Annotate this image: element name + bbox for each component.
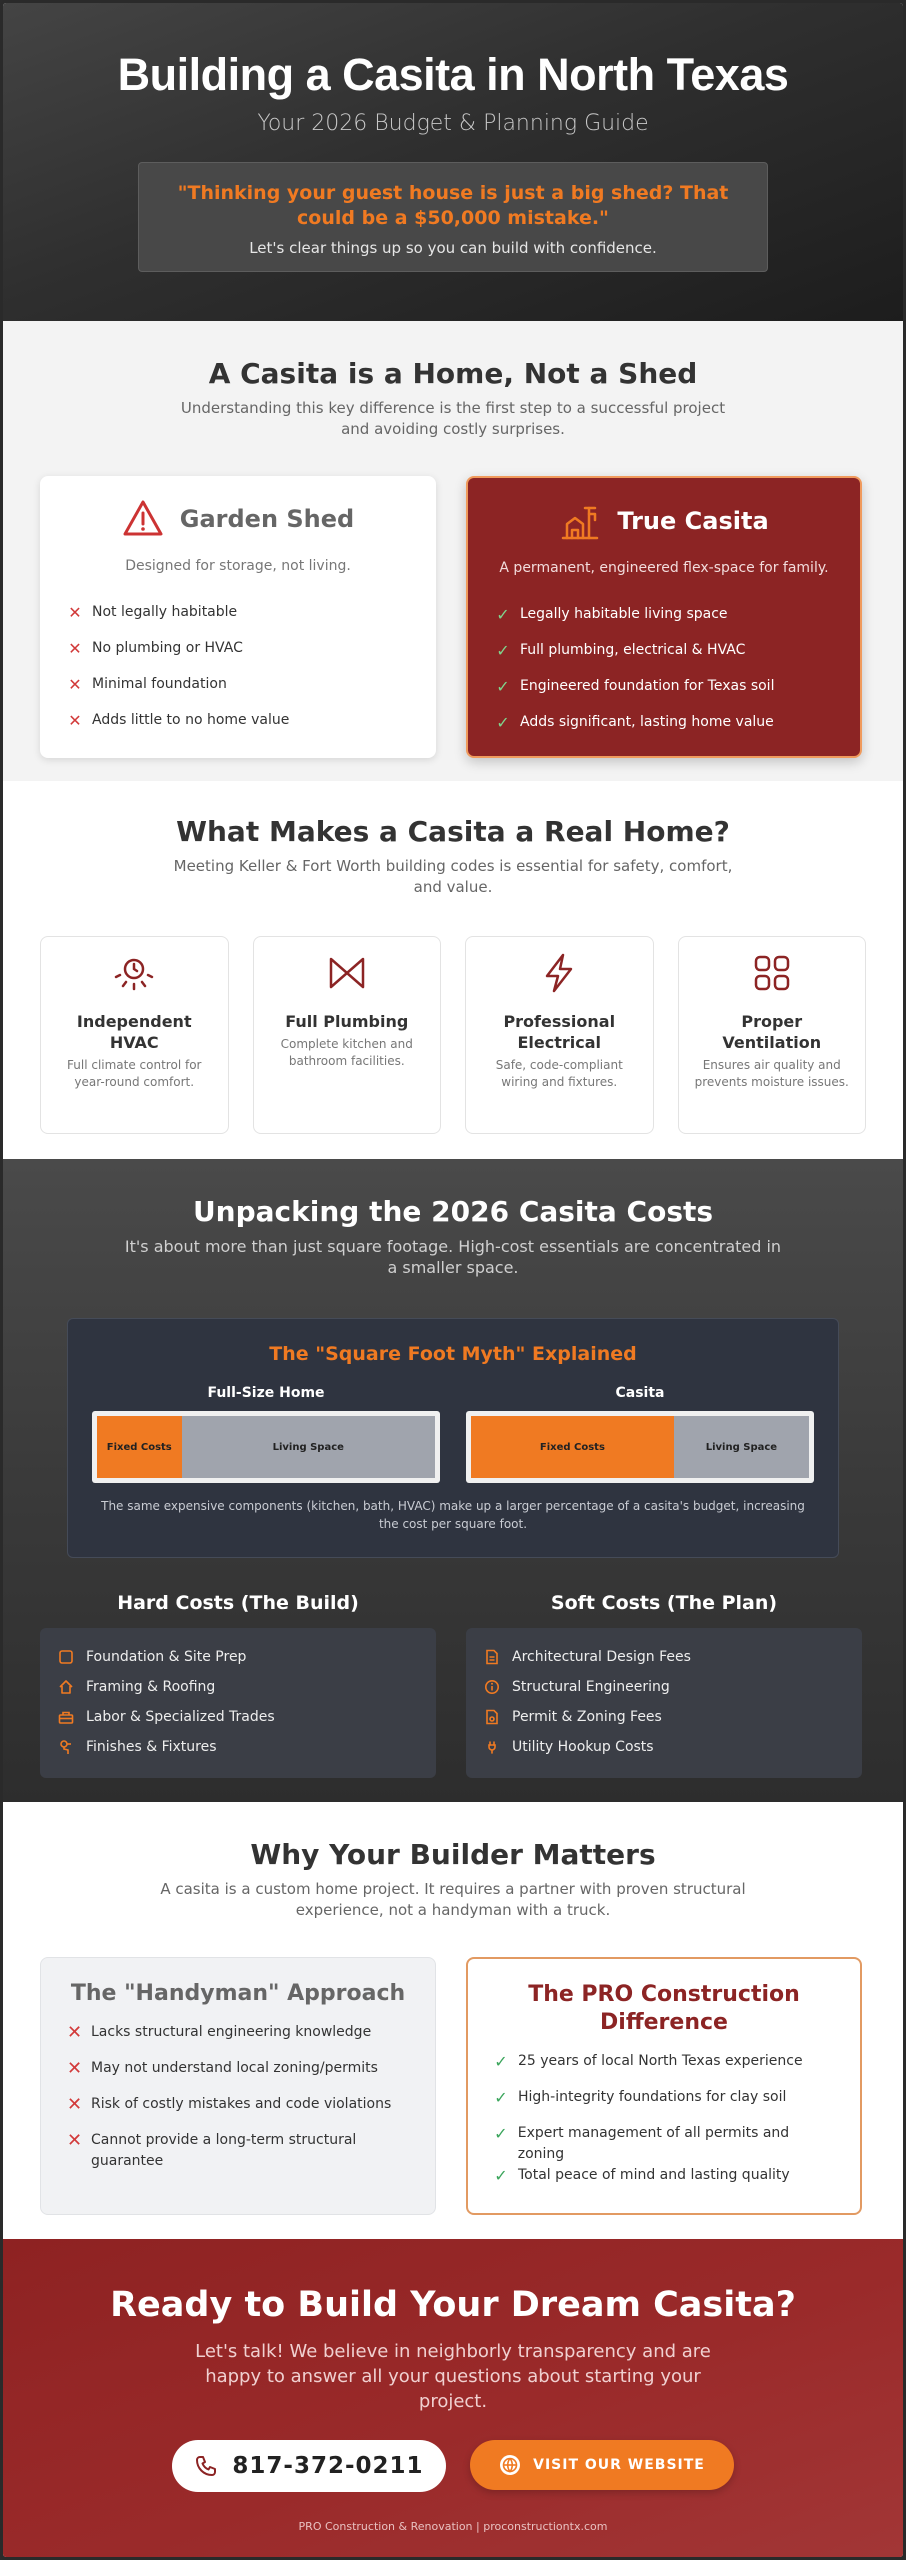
list-item-text: Not legally habitable (92, 604, 238, 620)
x-icon: ✕ (67, 2130, 83, 2151)
card-desc: Designed for storage, not living. (125, 558, 351, 574)
feature-title: Proper Ventilation (722, 1012, 822, 1052)
list-item (67, 2022, 409, 2058)
page-subtitle: Your 2026 Budget & Planning Guide (257, 111, 649, 136)
phone-icon (194, 2454, 218, 2478)
list-item (496, 632, 832, 668)
hero-header (3, 3, 903, 321)
list-item-text: May not understand local zoning/permits (91, 2060, 378, 2076)
list-item (67, 2058, 409, 2094)
section-title: A Casita is a Home, Not a Shed (208, 357, 698, 390)
list-item-text: Engineered foundation for Texas soil (520, 678, 775, 694)
info-circle-icon (484, 1679, 500, 1695)
list-item-text: Structural Engineering (512, 1679, 670, 1695)
casita-bar-group (466, 1385, 814, 1483)
cta-title: Ready to Build Your Dream Casita? (110, 2285, 796, 2325)
list-item-text: 25 years of local North Texas experience (518, 2053, 803, 2069)
x-icon: ✕ (68, 710, 82, 730)
list-item-text: Adds significant, lasting home value (520, 714, 774, 730)
list-item-text: Full plumbing, electrical & HVAC (520, 642, 746, 658)
ventilation-grid-icon (750, 951, 794, 995)
warning-triangle-icon (122, 498, 164, 540)
list-item-text: High-integrity foundations for clay soil (518, 2089, 787, 2105)
living-space-segment: Living Space (674, 1416, 809, 1478)
square-foot-myth-panel (67, 1318, 839, 1558)
soft-costs-column (466, 1592, 862, 1778)
list-item (68, 666, 408, 702)
living-space-segment: Living Space (182, 1416, 436, 1478)
list-item (68, 702, 408, 738)
permit-document-icon (484, 1709, 500, 1725)
costs-section (3, 1159, 903, 1802)
x-icon: ✕ (67, 2022, 83, 2043)
phone-button[interactable] (172, 2440, 446, 2492)
feature-title: Professional Electrical (503, 1012, 616, 1052)
check-icon: ✓ (496, 712, 510, 732)
bar-label: Full-Size Home (207, 1385, 325, 1401)
list-item-text: Architectural Design Fees (512, 1649, 691, 1665)
list-item-text: Cannot provide a long-term structural guarantee (91, 2132, 357, 2169)
column-title: Hard Costs (The Build) (117, 1592, 359, 1614)
list-item (496, 668, 832, 704)
toolbox-icon (58, 1709, 74, 1725)
myth-title: The "Square Foot Myth" Explained (269, 1343, 637, 1365)
x-icon: ✕ (68, 638, 82, 658)
card-title: The "Handyman" Approach (70, 1981, 406, 2006)
list-item-text: Framing & Roofing (86, 1679, 216, 1695)
list-item (484, 1732, 844, 1762)
list-item-text: Expert management of all permits and zoning (517, 2125, 790, 2162)
list-item-text: Utility Hookup Costs (512, 1739, 654, 1755)
house-tools-icon (559, 500, 601, 542)
globe-icon (499, 2454, 521, 2476)
list-item-text: Lacks structural engineering knowledge (91, 2024, 372, 2040)
list-item-text: Adds little to no home value (92, 712, 290, 728)
paint-roller-icon (58, 1739, 74, 1755)
section-subtitle: Understanding this key difference is the first step to a successful project and avoiding costly surprises. (180, 399, 726, 438)
list-item (496, 704, 832, 740)
section-title: Why Your Builder Matters (250, 1838, 656, 1871)
feature-card-plumbing (253, 936, 442, 1134)
feature-title: Full Plumbing (285, 1012, 409, 1031)
section-title: What Makes a Casita a Real Home? (176, 815, 730, 848)
check-icon: ✓ (496, 676, 510, 696)
card-title: Garden Shed (179, 505, 355, 533)
hero-quote-sub: Let's clear things up so you can build with confidence. (249, 239, 657, 257)
cost-bar (92, 1411, 440, 1483)
list-item-text: Labor & Specialized Trades (86, 1709, 275, 1725)
list-item (494, 2087, 834, 2123)
lightning-bolt-icon (537, 951, 581, 995)
list-item (58, 1702, 418, 1732)
section-subtitle: A casita is a custom home project. It requires a partner with proven structural experience, not a handyman with a truck. (160, 1880, 746, 1919)
list-item (58, 1672, 418, 1702)
feature-card-hvac (40, 936, 229, 1134)
shed-vs-casita-section (3, 321, 903, 781)
visit-website-button[interactable] (470, 2440, 734, 2490)
builder-section (3, 1802, 903, 2239)
feature-desc: Complete kitchen and bathroom facilities. (280, 1037, 413, 1068)
check-icon: ✓ (494, 2088, 508, 2107)
plug-icon (484, 1739, 500, 1755)
list-item (484, 1642, 844, 1672)
list-item (494, 2123, 834, 2165)
x-icon: ✕ (68, 602, 82, 622)
feature-title: Independent HVAC (76, 1012, 192, 1052)
list-item-text: Total peace of mind and lasting quality (518, 2167, 790, 2183)
square-outline-icon (58, 1649, 74, 1665)
x-icon: ✕ (67, 2094, 83, 2115)
feature-card-ventilation (678, 936, 867, 1134)
hero-quote: "Thinking your guest house is just a big shed? That could be a $50,000 mistake." (177, 182, 729, 229)
list-item (68, 594, 408, 630)
list-item-text: Permit & Zoning Fees (512, 1709, 662, 1725)
list-item-text: Minimal foundation (92, 676, 227, 692)
cost-list (40, 1628, 436, 1778)
list-item (67, 2094, 409, 2130)
list-item (484, 1702, 844, 1732)
document-icon (484, 1649, 500, 1665)
quote-box (138, 162, 768, 272)
bar-label: Casita (615, 1385, 665, 1401)
check-icon: ✓ (494, 2124, 508, 2143)
list-item-text: No plumbing or HVAC (92, 640, 243, 656)
list-item (494, 2051, 834, 2087)
fixed-costs-segment: Fixed Costs (97, 1416, 182, 1478)
section-subtitle: It's about more than just square footage. High-cost essentials are concentrated in a smaller space. (124, 1237, 782, 1277)
list-item-text: Finishes & Fixtures (86, 1739, 217, 1755)
check-icon: ✓ (494, 2166, 508, 2185)
feature-desc: Full climate control for year-round comfort. (67, 1058, 202, 1089)
true-casita-card (466, 476, 862, 758)
full-home-bar-group (92, 1385, 440, 1483)
section-title: Unpacking the 2026 Casita Costs (192, 1195, 714, 1228)
x-icon: ✕ (68, 674, 82, 694)
fixed-costs-segment: Fixed Costs (471, 1416, 674, 1478)
check-icon: ✓ (496, 604, 510, 624)
list-item-text: Foundation & Site Prep (86, 1649, 247, 1665)
call-to-action-section (3, 2239, 903, 2557)
footer-text: PRO Construction & Renovation | proconstructiontx.com (298, 2520, 608, 2533)
pro-construction-card (466, 1957, 862, 2215)
list-item (496, 596, 832, 632)
cta-subtitle: Let's talk! We believe in neighborly transparency and are happy to answer all your questions about starting your project. (195, 2341, 711, 2412)
list-item-text: Risk of costly mistakes and code violations (91, 2096, 392, 2112)
plumbing-valve-icon (325, 951, 369, 995)
real-home-section (3, 781, 903, 1159)
check-icon: ✓ (494, 2052, 508, 2071)
feature-desc: Ensures air quality and prevents moisture issues. (694, 1058, 849, 1089)
card-title: True Casita (617, 507, 769, 535)
thermostat-icon (112, 951, 156, 995)
page-title: Building a Casita in North Texas (117, 49, 789, 100)
garden-shed-card (40, 476, 436, 758)
list-item (58, 1642, 418, 1672)
card-desc: A permanent, engineered flex-space for family. (499, 560, 829, 576)
hard-costs-column (40, 1592, 436, 1778)
phone-number: 817-372-0211 (232, 2453, 424, 2479)
button-label: VISIT OUR WEBSITE (533, 2457, 705, 2473)
section-subtitle: Meeting Keller & Fort Worth building codes is essential for safety, comfort, and value. (173, 857, 733, 896)
cost-list (466, 1628, 862, 1778)
list-item-text: Legally habitable living space (520, 606, 728, 622)
list-item (494, 2165, 834, 2201)
feature-card-electrical (465, 936, 654, 1134)
column-title: Soft Costs (The Plan) (550, 1592, 778, 1614)
list-item (67, 2130, 409, 2172)
cost-bar (466, 1411, 814, 1483)
list-item (58, 1732, 418, 1762)
list-item (484, 1672, 844, 1702)
handyman-card (40, 1957, 436, 2215)
check-icon: ✓ (496, 640, 510, 660)
house-icon (58, 1679, 74, 1695)
myth-note: The same expensive components (kitchen, bath, HVAC) make up a larger percentage of a casita's budget, increasing the cost per square foot. (101, 1499, 805, 1531)
feature-desc: Safe, code-compliant wiring and fixtures. (495, 1058, 623, 1089)
card-title: The PRO Construction Difference (528, 1982, 800, 2035)
x-icon: ✕ (67, 2058, 83, 2079)
list-item (68, 630, 408, 666)
